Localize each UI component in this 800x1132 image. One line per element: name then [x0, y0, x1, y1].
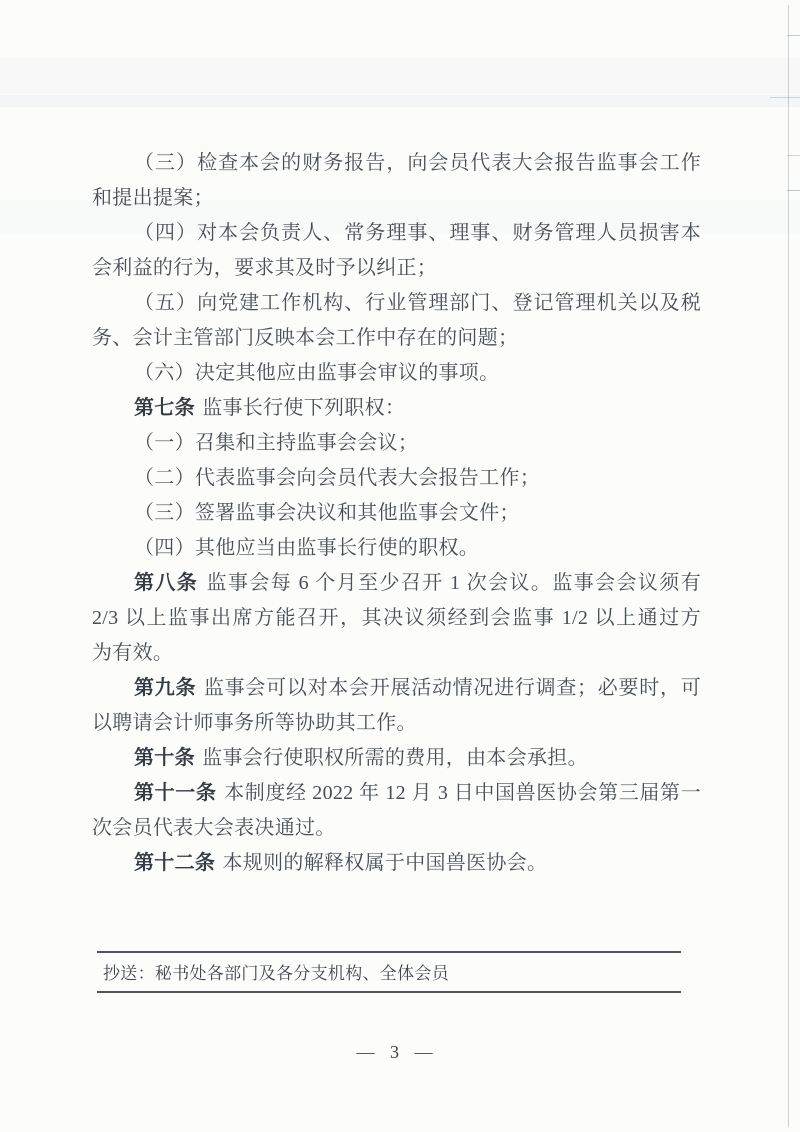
body-line: [92, 356, 701, 391]
clause-number: 第十条: [134, 747, 195, 769]
body-line: [92, 846, 701, 881]
body-line: [92, 426, 701, 461]
clause-number: 第八条: [134, 572, 199, 594]
line-text: 和提出提案；: [92, 187, 214, 209]
body-line: [92, 601, 701, 636]
scan-texture-band: [0, 95, 800, 107]
footer-rule-top: [97, 951, 681, 953]
body-line: [92, 531, 701, 566]
line-text: （三）检查本会的财务报告，向会员代表大会报告监事会工作: [134, 152, 701, 174]
line-text: 次会员代表大会表决通过。: [92, 817, 336, 839]
clause-number: 第十一条: [134, 782, 217, 804]
line-text: 以聘请会计师事务所等协助其工作。: [92, 712, 417, 734]
body-line: [92, 216, 701, 251]
footer-cc-recipients: 秘书处各部门及各分支机构、全体会员: [154, 964, 450, 983]
scan-artifact-line: [787, 35, 800, 36]
line-text: （一）召集和主持监事会会议；: [134, 432, 419, 454]
body-line: [92, 566, 701, 601]
footer-cc-line: [103, 958, 449, 990]
line-text: 务、会计主管部门反映本会工作中存在的问题；: [92, 327, 519, 349]
line-text: （三）签署监事会决议和其他监事会文件；: [134, 502, 520, 524]
body-line: [92, 146, 701, 181]
body-line: [92, 251, 701, 286]
line-text: （四）对本会负责人、常务理事、理事、财务管理人员损害本: [134, 222, 701, 244]
footer-rule-bottom: [97, 991, 681, 993]
body-line: [92, 181, 701, 216]
footer-cc-label: 抄送：: [103, 964, 155, 983]
body-line: [92, 321, 701, 356]
body-line: [92, 706, 701, 741]
line-text: 2/3 以上监事出席方能召开，其决议须经到会监事 1/2 以上通过方: [92, 607, 701, 629]
scan-artifact-line: [787, 190, 800, 191]
body-line: [92, 811, 701, 846]
line-text: 本规则的解释权属于中国兽医协会。: [217, 852, 548, 874]
line-text: 监事会行使职权所需的费用，由本会承担。: [196, 747, 588, 769]
body-line: [92, 461, 701, 496]
line-text: 监事长行使下列职权：: [196, 397, 406, 419]
line-text: （五）向党建工作机构、行业管理部门、登记管理机关以及税: [134, 292, 701, 314]
document-body: [92, 146, 701, 881]
line-text: （二）代表监事会向会员代表大会报告工作；: [134, 467, 540, 489]
line-text: （六）决定其他应由监事会审议的事项。: [134, 362, 500, 384]
line-text: （四）其他应当由监事长行使的职权。: [134, 537, 480, 559]
body-line: [92, 636, 701, 671]
clause-number: 第十二条: [134, 852, 216, 874]
scan-artifact-line: [787, 155, 800, 156]
scan-edge-vertical-line: [788, 5, 789, 1127]
scan-texture-band: [0, 58, 800, 94]
page-number: — 3 —: [356, 1042, 434, 1062]
body-line: [92, 776, 701, 811]
clause-number: 第九条: [134, 677, 197, 699]
clause-number: 第七条: [134, 397, 195, 419]
line-text: 监事会可以对本会开展活动情况进行调查；必要时，可: [198, 677, 702, 699]
line-text: 为有效。: [92, 642, 174, 664]
line-text: 监事会每 6 个月至少召开 1 次会议。监事会会议须有: [200, 572, 702, 594]
body-line: [92, 671, 701, 706]
line-text: 会利益的行为，要求其及时予以纠正；: [92, 257, 438, 279]
scan-artifact-line: [770, 97, 800, 98]
line-text: 本制度经 2022 年 12 月 3 日中国兽医协会第三届第一: [218, 782, 701, 804]
body-line: [92, 741, 701, 776]
body-line: [92, 496, 701, 531]
body-line: [92, 286, 701, 321]
body-line: [92, 391, 701, 426]
